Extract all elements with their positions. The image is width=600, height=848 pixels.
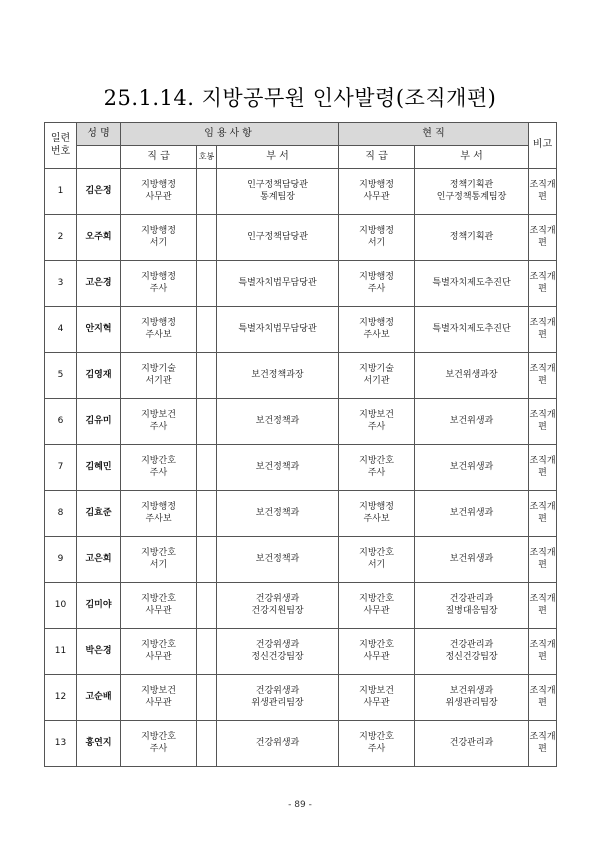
new-rank-cell-line: 지방보건 bbox=[141, 686, 176, 697]
current-rank-cell-line: 지방행정 bbox=[359, 502, 394, 513]
new-rank-cell-line: 주사 bbox=[149, 421, 168, 432]
new-department-cell bbox=[217, 169, 339, 215]
table-row bbox=[45, 353, 557, 399]
new-rank-cell bbox=[121, 169, 197, 215]
new-rank-cell-line: 지방간호 bbox=[141, 594, 176, 605]
remarks-cell bbox=[529, 353, 557, 399]
header-serial-line2: 번호 bbox=[50, 145, 71, 157]
employee-name-cell bbox=[77, 675, 121, 721]
current-department-cell-line: 정신건강팀장 bbox=[445, 651, 498, 662]
new-rank-cell-line: 지방보건 bbox=[141, 410, 176, 421]
employee-name-cell-line: 안지혁 bbox=[85, 323, 112, 334]
new-department-cell bbox=[217, 629, 339, 675]
remarks-cell-line: 조직개편 bbox=[529, 502, 556, 524]
current-rank-cell-line: 지방행정 bbox=[359, 318, 394, 329]
new-rank-cell-line: 지방행정 bbox=[141, 272, 176, 283]
current-rank-cell-line: 사무관 bbox=[363, 697, 390, 708]
current-rank-cell bbox=[339, 353, 415, 399]
new-rank-cell bbox=[121, 445, 197, 491]
header-current: 현 직 bbox=[339, 123, 529, 146]
employee-name-cell-line: 박은경 bbox=[85, 645, 112, 656]
current-rank-cell-line: 주사 bbox=[367, 421, 386, 432]
current-rank-cell-line: 사무관 bbox=[363, 605, 390, 616]
employee-name-cell-line: 김효준 bbox=[85, 507, 112, 518]
table-row bbox=[45, 445, 557, 491]
page-title: 25.1.14. 지방공무원 인사발령(조직개편) bbox=[103, 86, 497, 110]
new-rank-cell bbox=[121, 307, 197, 353]
current-department-cell-line: 보건위생과 bbox=[449, 553, 494, 564]
serial-number-cell-line: 12 bbox=[54, 691, 67, 702]
current-rank-cell bbox=[339, 445, 415, 491]
employee-name-cell-line: 김유미 bbox=[85, 415, 112, 426]
serial-number-cell bbox=[45, 721, 77, 767]
current-rank-cell-line: 주사보 bbox=[363, 513, 390, 524]
employee-name-cell bbox=[77, 399, 121, 445]
new-rank-cell-line: 지방행정 bbox=[141, 180, 176, 191]
new-rank-cell-line: 사무관 bbox=[145, 697, 172, 708]
new-rank-cell bbox=[121, 721, 197, 767]
current-rank-cell bbox=[339, 261, 415, 307]
new-department-cell bbox=[217, 445, 339, 491]
new-rank-cell-line: 주사 bbox=[149, 283, 168, 294]
header-hobong: 호봉 bbox=[197, 146, 217, 169]
current-department-cell-line: 보건위생과 bbox=[449, 415, 494, 426]
remarks-cell bbox=[529, 445, 557, 491]
serial-number-cell-line: 7 bbox=[57, 461, 64, 472]
employee-name-cell bbox=[77, 537, 121, 583]
current-rank-cell bbox=[339, 721, 415, 767]
new-department-cell-line: 특별자치법무담당관 bbox=[238, 277, 317, 288]
new-rank-cell bbox=[121, 215, 197, 261]
new-rank-cell-line: 지방행정 bbox=[141, 226, 176, 237]
employee-name-cell-line: 김혜민 bbox=[85, 461, 112, 472]
remarks-cell-line: 조직개편 bbox=[529, 180, 556, 202]
current-rank-cell-line: 주사 bbox=[367, 743, 386, 754]
page-number: - 89 - bbox=[288, 800, 312, 810]
employee-name-cell bbox=[77, 169, 121, 215]
current-rank-cell-line: 서기 bbox=[367, 559, 386, 570]
current-rank-cell-line: 지방간호 bbox=[359, 456, 394, 467]
employee-name-cell bbox=[77, 307, 121, 353]
new-rank-cell-line: 주사보 bbox=[145, 329, 172, 340]
current-rank-cell-line: 주사보 bbox=[363, 329, 390, 340]
remarks-cell-line: 조직개편 bbox=[529, 640, 556, 662]
new-department-cell-line: 보건정책과장 bbox=[251, 369, 304, 380]
table-row bbox=[45, 169, 557, 215]
personnel-table bbox=[44, 122, 557, 767]
serial-number-cell-line: 10 bbox=[54, 599, 67, 610]
table-row bbox=[45, 215, 557, 261]
new-department-cell-line: 인구정책담당관 bbox=[247, 231, 308, 242]
current-rank-cell-line: 사무관 bbox=[363, 191, 390, 202]
current-department-cell bbox=[415, 215, 529, 261]
new-department-cell-line: 건강지원팀장 bbox=[251, 605, 304, 616]
remarks-cell bbox=[529, 675, 557, 721]
new-department-cell bbox=[217, 537, 339, 583]
serial-number-cell bbox=[45, 215, 77, 261]
current-rank-cell bbox=[339, 583, 415, 629]
current-department-cell-line: 건강관리과 bbox=[449, 737, 494, 748]
remarks-cell-line: 조직개편 bbox=[529, 686, 556, 708]
current-department-cell bbox=[415, 445, 529, 491]
serial-number-cell-line: 5 bbox=[57, 369, 64, 380]
hobong-cell bbox=[197, 675, 217, 721]
new-department-cell-line: 인구정책담당관 bbox=[247, 180, 308, 191]
current-department-cell bbox=[415, 307, 529, 353]
serial-number-cell bbox=[45, 445, 77, 491]
table-row bbox=[45, 491, 557, 537]
current-rank-cell-line: 서기관 bbox=[363, 375, 390, 386]
current-rank-cell bbox=[339, 537, 415, 583]
employee-name-cell-line: 홍연지 bbox=[85, 737, 112, 748]
current-rank-cell-line: 지방행정 bbox=[359, 226, 394, 237]
header-serial-line1: 일련 bbox=[50, 133, 71, 144]
current-department-cell-line: 인구정책통계팀장 bbox=[436, 191, 507, 202]
new-department-cell-line: 건강위생과 bbox=[255, 686, 300, 697]
new-department-cell-line: 특별자치법무담당관 bbox=[238, 323, 317, 334]
header-row-bottom bbox=[45, 146, 557, 169]
current-rank-cell-line: 서기 bbox=[367, 237, 386, 248]
employee-name-cell-line: 고은경 bbox=[85, 277, 112, 288]
table-row bbox=[45, 537, 557, 583]
current-rank-cell-line: 지방행정 bbox=[359, 272, 394, 283]
new-department-cell-line: 정신건강팀장 bbox=[251, 651, 304, 662]
new-rank-cell-line: 사무관 bbox=[145, 191, 172, 202]
table-row bbox=[45, 721, 557, 767]
new-department-cell-line: 위생관리팀장 bbox=[251, 697, 304, 708]
serial-number-cell bbox=[45, 491, 77, 537]
new-rank-cell-line: 주사보 bbox=[145, 513, 172, 524]
new-department-cell bbox=[217, 491, 339, 537]
current-rank-cell-line: 주사 bbox=[367, 283, 386, 294]
header-appointment: 임용사항 bbox=[121, 123, 339, 146]
employee-name-cell bbox=[77, 215, 121, 261]
header-serial bbox=[45, 123, 77, 169]
new-rank-cell bbox=[121, 261, 197, 307]
current-rank-cell bbox=[339, 169, 415, 215]
current-department-cell bbox=[415, 169, 529, 215]
serial-number-cell-line: 4 bbox=[57, 323, 64, 334]
current-department-cell-line: 정책기획관 bbox=[449, 180, 494, 191]
current-department-cell-line: 건강관리과 bbox=[449, 640, 494, 651]
current-department-cell-line: 보건위생과 bbox=[449, 686, 494, 697]
current-rank-cell bbox=[339, 215, 415, 261]
employee-name-cell-line: 김미야 bbox=[85, 599, 112, 610]
table-body bbox=[45, 169, 557, 767]
current-rank-cell bbox=[339, 307, 415, 353]
serial-number-cell bbox=[45, 261, 77, 307]
new-department-cell bbox=[217, 399, 339, 445]
header-new-rank: 직 급 bbox=[121, 146, 197, 169]
hobong-cell bbox=[197, 583, 217, 629]
remarks-cell-line: 조직개편 bbox=[529, 318, 556, 340]
employee-name-cell-line: 고은희 bbox=[85, 553, 112, 564]
hobong-cell bbox=[197, 353, 217, 399]
current-department-cell bbox=[415, 583, 529, 629]
new-department-cell-line: 건강위생과 bbox=[255, 594, 300, 605]
hobong-cell bbox=[197, 399, 217, 445]
hobong-cell bbox=[197, 169, 217, 215]
new-rank-cell-line: 지방행정 bbox=[141, 318, 176, 329]
remarks-cell bbox=[529, 583, 557, 629]
table-row bbox=[45, 629, 557, 675]
hobong-cell bbox=[197, 307, 217, 353]
current-department-cell-line: 질병대응팀장 bbox=[445, 605, 498, 616]
remarks-cell bbox=[529, 261, 557, 307]
new-rank-cell bbox=[121, 675, 197, 721]
table-row bbox=[45, 583, 557, 629]
remarks-cell bbox=[529, 721, 557, 767]
remarks-cell-line: 조직개편 bbox=[529, 226, 556, 248]
header-cur-dept: 부 서 bbox=[415, 146, 529, 169]
new-rank-cell-line: 지방간호 bbox=[141, 732, 176, 743]
serial-number-cell bbox=[45, 353, 77, 399]
current-department-cell-line: 위생관리팀장 bbox=[445, 697, 498, 708]
current-department-cell-line: 특별자치제도추진단 bbox=[432, 323, 511, 334]
employee-name-cell-line: 김영재 bbox=[85, 369, 112, 380]
new-rank-cell-line: 서기 bbox=[149, 559, 168, 570]
new-rank-cell-line: 주사 bbox=[149, 743, 168, 754]
current-department-cell-line: 정책기획관 bbox=[449, 231, 494, 242]
header-name-blank bbox=[77, 146, 121, 169]
new-rank-cell-line: 지방행정 bbox=[141, 502, 176, 513]
employee-name-cell bbox=[77, 721, 121, 767]
hobong-cell bbox=[197, 215, 217, 261]
new-rank-cell-line: 사무관 bbox=[145, 651, 172, 662]
new-rank-cell bbox=[121, 353, 197, 399]
current-department-cell-line: 보건위생과장 bbox=[445, 369, 498, 380]
employee-name-cell bbox=[77, 629, 121, 675]
hobong-cell bbox=[197, 537, 217, 583]
new-rank-cell-line: 주사 bbox=[149, 467, 168, 478]
new-department-cell bbox=[217, 583, 339, 629]
remarks-cell-line: 조직개편 bbox=[529, 456, 556, 478]
employee-name-cell bbox=[77, 491, 121, 537]
current-rank-cell-line: 지방간호 bbox=[359, 594, 394, 605]
hobong-cell bbox=[197, 445, 217, 491]
new-rank-cell-line: 지방간호 bbox=[141, 548, 176, 559]
new-department-cell-line: 통계팀장 bbox=[260, 191, 295, 202]
employee-name-cell-line: 김은정 bbox=[85, 185, 112, 196]
employee-name-cell bbox=[77, 261, 121, 307]
remarks-cell bbox=[529, 399, 557, 445]
new-department-cell-line: 보건정책과 bbox=[255, 507, 300, 518]
table-row bbox=[45, 261, 557, 307]
current-rank-cell bbox=[339, 675, 415, 721]
current-rank-cell-line: 지방기술 bbox=[359, 364, 394, 375]
serial-number-cell-line: 9 bbox=[57, 553, 64, 564]
remarks-cell bbox=[529, 307, 557, 353]
remarks-cell-line: 조직개편 bbox=[529, 548, 556, 570]
serial-number-cell bbox=[45, 537, 77, 583]
current-department-cell bbox=[415, 399, 529, 445]
header-row-top bbox=[45, 123, 557, 146]
current-department-cell bbox=[415, 261, 529, 307]
serial-number-cell-line: 2 bbox=[57, 231, 64, 242]
current-rank-cell-line: 사무관 bbox=[363, 651, 390, 662]
new-department-cell bbox=[217, 215, 339, 261]
header-new-dept: 부 서 bbox=[217, 146, 339, 169]
current-rank-cell-line: 지방행정 bbox=[359, 180, 394, 191]
serial-number-cell-line: 11 bbox=[54, 645, 67, 656]
new-department-cell bbox=[217, 261, 339, 307]
new-department-cell bbox=[217, 307, 339, 353]
serial-number-cell bbox=[45, 675, 77, 721]
new-rank-cell-line: 지방기술 bbox=[141, 364, 176, 375]
table-row bbox=[45, 675, 557, 721]
remarks-cell bbox=[529, 537, 557, 583]
table-row bbox=[45, 399, 557, 445]
remarks-cell-line: 조직개편 bbox=[529, 364, 556, 386]
new-department-cell bbox=[217, 721, 339, 767]
current-department-cell bbox=[415, 353, 529, 399]
new-department-cell bbox=[217, 353, 339, 399]
new-department-cell-line: 보건정책과 bbox=[255, 415, 300, 426]
current-department-cell bbox=[415, 675, 529, 721]
current-rank-cell-line: 주사 bbox=[367, 467, 386, 478]
employee-name-cell-line: 오주희 bbox=[85, 231, 112, 242]
new-rank-cell-line: 서기 bbox=[149, 237, 168, 248]
remarks-cell bbox=[529, 491, 557, 537]
remarks-cell bbox=[529, 215, 557, 261]
new-rank-cell-line: 지방간호 bbox=[141, 456, 176, 467]
serial-number-cell-line: 6 bbox=[57, 415, 64, 426]
serial-number-cell-line: 8 bbox=[57, 507, 64, 518]
serial-number-cell bbox=[45, 629, 77, 675]
new-department-cell-line: 건강위생과 bbox=[255, 640, 300, 651]
current-rank-cell-line: 지방간호 bbox=[359, 548, 394, 559]
remarks-cell bbox=[529, 629, 557, 675]
current-rank-cell bbox=[339, 491, 415, 537]
remarks-cell-line: 조직개편 bbox=[529, 594, 556, 616]
employee-name-cell-line: 고순배 bbox=[85, 691, 112, 702]
serial-number-cell bbox=[45, 169, 77, 215]
employee-name-cell bbox=[77, 445, 121, 491]
new-rank-cell bbox=[121, 583, 197, 629]
employee-name-cell bbox=[77, 583, 121, 629]
remarks-cell-line: 조직개편 bbox=[529, 272, 556, 294]
hobong-cell bbox=[197, 721, 217, 767]
new-rank-cell-line: 지방간호 bbox=[141, 640, 176, 651]
new-rank-cell-line: 사무관 bbox=[145, 605, 172, 616]
new-department-cell-line: 보건정책과 bbox=[255, 461, 300, 472]
header-name: 성 명 bbox=[77, 123, 121, 146]
current-department-cell bbox=[415, 491, 529, 537]
remarks-cell-line: 조직개편 bbox=[529, 410, 556, 432]
serial-number-cell-line: 1 bbox=[57, 185, 64, 196]
new-rank-cell-line: 서기관 bbox=[145, 375, 172, 386]
current-department-cell bbox=[415, 629, 529, 675]
header-cur-rank: 직 급 bbox=[339, 146, 415, 169]
current-rank-cell-line: 지방보건 bbox=[359, 686, 394, 697]
current-department-cell-line: 보건위생과 bbox=[449, 507, 494, 518]
table-row bbox=[45, 307, 557, 353]
current-rank-cell-line: 지방간호 bbox=[359, 732, 394, 743]
remarks-cell bbox=[529, 169, 557, 215]
hobong-cell bbox=[197, 629, 217, 675]
current-rank-cell bbox=[339, 399, 415, 445]
remarks-cell-line: 조직개편 bbox=[529, 732, 556, 754]
current-department-cell-line: 특별자치제도추진단 bbox=[432, 277, 511, 288]
serial-number-cell bbox=[45, 399, 77, 445]
header-remarks: 비고 bbox=[529, 123, 557, 169]
current-rank-cell bbox=[339, 629, 415, 675]
current-department-cell bbox=[415, 721, 529, 767]
serial-number-cell bbox=[45, 307, 77, 353]
hobong-cell bbox=[197, 261, 217, 307]
new-rank-cell bbox=[121, 399, 197, 445]
new-rank-cell bbox=[121, 629, 197, 675]
current-department-cell-line: 보건위생과 bbox=[449, 461, 494, 472]
serial-number-cell-line: 13 bbox=[54, 737, 67, 748]
current-department-cell bbox=[415, 537, 529, 583]
new-department-cell-line: 건강위생과 bbox=[255, 737, 300, 748]
current-rank-cell-line: 지방간호 bbox=[359, 640, 394, 651]
new-rank-cell bbox=[121, 537, 197, 583]
new-department-cell-line: 보건정책과 bbox=[255, 553, 300, 564]
current-department-cell-line: 건강관리과 bbox=[449, 594, 494, 605]
serial-number-cell-line: 3 bbox=[57, 277, 64, 288]
new-department-cell bbox=[217, 675, 339, 721]
serial-number-cell bbox=[45, 583, 77, 629]
hobong-cell bbox=[197, 491, 217, 537]
new-rank-cell bbox=[121, 491, 197, 537]
current-rank-cell-line: 지방보건 bbox=[359, 410, 394, 421]
employee-name-cell bbox=[77, 353, 121, 399]
